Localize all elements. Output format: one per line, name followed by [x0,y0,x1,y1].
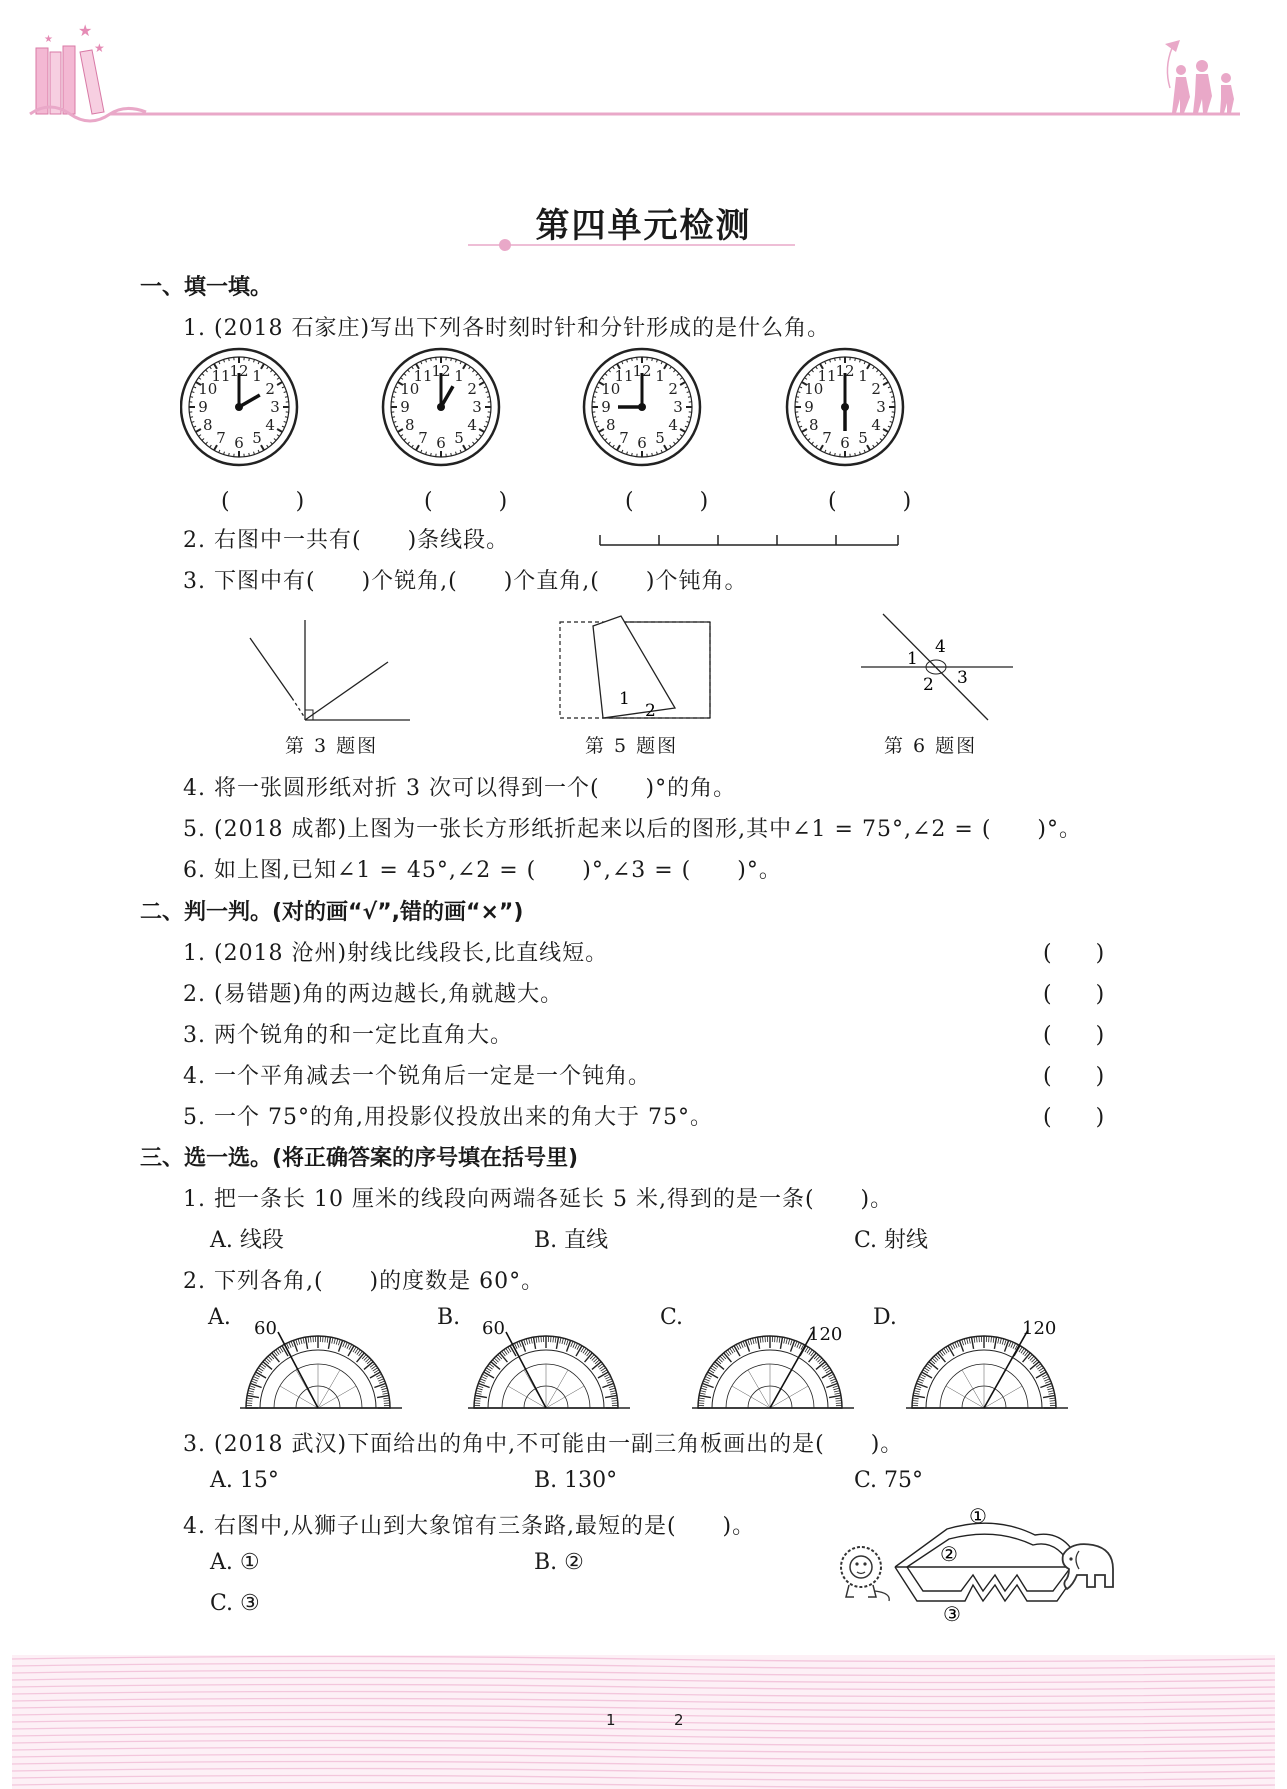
clock-number: 3 [270,398,280,416]
protractor-figure-b [466,1312,636,1416]
s3-q1-option-b[interactable]: B. 直线 [534,1228,609,1253]
s3-q2-option-d[interactable]: D. [873,1305,897,1330]
clock-number: 2 [265,380,275,398]
clock-number: 8 [809,416,819,434]
section2-heading: 二、判一判。(对的画“√”,错的画“×”) [140,900,524,925]
judge-item-3: 3. 两个锐角的和一定比直角大。 [183,1023,513,1048]
clock-number: 12 [835,362,855,380]
clock-number: 10 [198,380,218,398]
clock-number: 3 [876,398,886,416]
judge-blank-5[interactable]: ( ) [1043,1105,1105,1130]
protractor-mark-label: 60 [482,1318,505,1339]
clock-number: 8 [405,416,415,434]
clock-number: 6 [234,434,244,452]
clock-number: 7 [822,429,832,448]
clock-number: 1 [858,366,868,385]
clock-number: 2 [467,380,477,398]
protractor-mark-label: 60 [254,1318,277,1339]
clock-number: 7 [619,429,629,448]
clock-number: 2 [668,380,678,398]
s3-question-1: 1. 把一条长 10 厘米的线段向两端各延长 5 米,得到的是一条( )。 [183,1187,894,1212]
clock-number: 5 [252,429,262,448]
section3-heading: 三、选一选。(将正确答案的序号填在括号里) [140,1146,579,1171]
clock-number: 7 [216,429,226,448]
s3-question-3: 3. (2018 武汉)下面给出的角中,不可能由一副三角板画出的是( )。 [183,1432,904,1457]
clock-number: 11 [614,366,634,385]
clock-answer-4: ( ) [828,489,912,514]
s1-question-6: 6. 如上图,已知∠1 = 45°,∠2 = ( )°,∠3 = ( )°。 [183,858,782,883]
judge-blank-4[interactable]: ( ) [1043,1064,1105,1089]
protractor-mark-label: 120 [1022,1318,1057,1339]
clock-number: 9 [601,398,611,416]
section1-heading: 一、填一填。 [140,275,273,300]
s3-q1-option-a[interactable]: A. 线段 [210,1228,284,1253]
clock-number: 1 [655,366,665,385]
fig5-label-2: 2 [645,701,656,721]
clock-answer-1: ( ) [221,489,305,514]
clock-number: 12 [229,362,249,380]
title-underline [460,238,800,252]
clock-number: 12 [431,362,451,380]
clock-number: 10 [400,380,420,398]
s1-question-4: 4. 将一张圆形纸对折 3 次可以得到一个( )°的角。 [183,776,737,801]
route-label-1: ① [969,1505,987,1528]
figure-3 [240,612,420,724]
judge-blank-3[interactable]: ( ) [1043,1023,1105,1048]
clock-number: 4 [871,416,881,434]
judge-item-4: 4. 一个平角减去一个锐角后一定是一个钝角。 [183,1064,651,1089]
header-decoration [0,0,1287,140]
clock-3 [584,349,700,465]
clock-number: 9 [400,398,410,416]
protractor-figure-c [690,1312,860,1416]
clock-number: 5 [858,429,868,448]
clock-answer-2: ( ) [424,489,508,514]
clock-number: 10 [601,380,621,398]
clock-number: 9 [198,398,208,416]
s3-question-2: 2. 下列各角,( )的度数是 60°。 [183,1269,545,1294]
elephant-icon [1063,1544,1113,1589]
s3-q2-option-b[interactable]: B. [437,1305,461,1330]
clock-number: 2 [871,380,881,398]
clock-number: 8 [606,416,616,434]
segment-figure [598,530,904,552]
route-figure [835,1505,1120,1623]
figure-6 [855,610,1020,725]
clock-number: 11 [211,366,231,385]
lion-icon [841,1547,889,1601]
route-label-3: ③ [943,1602,961,1623]
s1-question-2: 2. 右图中一共有( )条线段。 [183,528,510,553]
clock-number: 4 [467,416,477,434]
s3-q2-option-a[interactable]: A. [208,1305,231,1330]
judge-blank-1[interactable]: ( ) [1043,941,1105,966]
s3-q3-option-a[interactable]: A. 15° [210,1468,279,1493]
books-logo-icon [30,21,146,121]
fig6-label-1: 1 [907,649,918,669]
clock-number: 6 [840,434,850,452]
clock-number: 3 [472,398,482,416]
figure-5 [555,612,715,724]
s3-q3-option-b[interactable]: B. 130° [534,1468,618,1493]
protractor-figure-a [238,1312,408,1416]
clocks-figure [180,345,960,475]
clock-number: 6 [436,434,446,452]
svg-text:★: ★ [44,34,53,45]
figure-5-caption: 第 5 题图 [585,735,679,757]
judge-item-1: 1. (2018 沧州)射线比线段长,比直线短。 [183,941,609,966]
page-number-right: 2 [674,1711,684,1729]
clock-number: 1 [252,366,262,385]
clock-number: 5 [454,429,464,448]
svg-text:★: ★ [94,41,105,55]
svg-text:★: ★ [78,21,93,40]
clock-number: 7 [418,429,428,448]
s1-question-3: 3. 下图中有( )个锐角,( )个直角,( )个钝角。 [183,569,748,594]
s3-q1-option-c[interactable]: C. 射线 [854,1228,929,1253]
footer-band [0,1655,1287,1789]
clock-number: 4 [668,416,678,434]
clock-number: 11 [413,366,433,385]
page-title: 第四单元检测 [535,206,752,246]
figure-3-caption: 第 3 题图 [285,735,379,757]
clock-number: 12 [632,362,652,380]
clock-number: 9 [804,398,814,416]
clock-answer-3: ( ) [625,489,709,514]
clock-2 [383,349,499,465]
s1-question-5: 5. (2018 成都)上图为一张长方形纸折起来以后的图形,其中∠1 = 75°,∠2 = ( )°。 [183,817,1082,842]
s3-q4-option-c[interactable]: C. ③ [210,1591,260,1616]
judge-blank-2[interactable]: ( ) [1043,982,1105,1007]
clock-number: 4 [265,416,275,434]
clock-4 [787,349,903,465]
judge-item-5: 5. 一个 75°的角,用投影仪投放出来的角大于 75°。 [183,1105,713,1130]
judge-item-2: 2. (易错题)角的两边越长,角就越大。 [183,982,564,1007]
clock-number: 8 [203,416,213,434]
s1-question-1: 1. (2018 石家庄)写出下列各时刻时针和分针形成的是什么角。 [183,316,831,341]
protractor-figure-d [904,1312,1074,1416]
page-number-left: 1 [606,1711,616,1729]
s3-q4-option-b[interactable]: B. ② [534,1550,584,1575]
clock-1 [181,349,297,465]
kids-kite-icon [1165,40,1234,113]
s3-q2-option-c[interactable]: C. [660,1305,684,1330]
clock-number: 5 [655,429,665,448]
fig6-label-2: 2 [923,675,934,695]
figure-6-caption: 第 6 题图 [884,735,978,757]
protractor-mark-label: 120 [808,1324,843,1345]
s3-question-4: 4. 右图中,从狮子山到大象馆有三条路,最短的是( )。 [183,1514,756,1539]
clock-number: 10 [804,380,824,398]
fig5-label-1: 1 [619,689,630,709]
s3-q4-option-a[interactable]: A. ① [210,1550,260,1575]
fig6-label-3: 3 [957,668,968,688]
clock-number: 6 [637,434,647,452]
fig6-label-4: 4 [935,637,946,657]
clock-number: 3 [673,398,683,416]
clock-number: 11 [817,366,837,385]
s3-q3-option-c[interactable]: C. 75° [854,1468,924,1493]
clock-number: 1 [454,366,464,385]
route-label-2: ② [940,1542,958,1566]
